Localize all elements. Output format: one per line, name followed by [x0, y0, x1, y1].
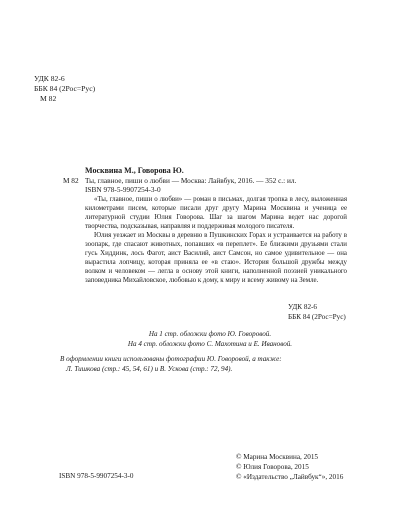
- udk-code: УДК 82-6: [34, 74, 65, 83]
- bbk-code: ББК 84 (2Рос=Рус): [34, 84, 96, 93]
- classification-block: [34, 74, 95, 104]
- udk-code: УДК 82-6: [288, 303, 318, 311]
- author-mark: М 82: [40, 94, 57, 103]
- bibliographic-record: [63, 166, 355, 195]
- record-author: Москвина М., Говорова Ю.: [85, 166, 184, 175]
- classification-block-repeat: [288, 302, 346, 322]
- photo-credits: [60, 330, 360, 374]
- copyright-line: © Марина Москвина, 2015: [236, 453, 319, 461]
- copyright-block: [236, 452, 343, 482]
- cover-back-credit: На 4 стр. обложки фото С. Махотина и Е. Ивановой.: [127, 339, 293, 348]
- photos-intro: В оформлении книги использованы фотографии Ю. Говоровой, а также:: [60, 355, 282, 364]
- footer-isbn: ISBN 978-5-9907254-3-0: [59, 472, 134, 480]
- record-isbn: ISBN 978-5-9907254-3-0: [85, 185, 161, 195]
- record-mark: М 82: [63, 175, 79, 185]
- bbk-code: ББК 84 (2Рос=Рус): [288, 313, 346, 321]
- photos-list: Л. Тишкова (стр.: 45, 54, 61) и В. Ускова (стр.: 72, 94).: [66, 364, 233, 373]
- record-title: Ты, главное, пиши о любви — Москва: Лайвбук, 2016. — 352 с.: ил.: [85, 175, 297, 185]
- annotation-paragraph: «Ты, главное, пиши о любви» — роман в письмах, долгая тропка в лесу, выложенная километрами писем, которые писали друг другу Марина Москвина и ученица ее литературной студии Юлия Говорова. Шаг за шагом Марина ведет нас дорогой творчества, подсказывая, направляя и поддерживая молодого писателя.: [85, 196, 347, 231]
- cover-front-credit: На 1 стр. обложки фото Ю. Говоровой.: [148, 330, 272, 338]
- annotation: [85, 195, 347, 285]
- copyright-line: © Юлия Говорова, 2015: [236, 463, 309, 471]
- annotation-paragraph: Юлия уезжает из Москвы в деревню в Пушкинских Горах и устраивается на работу в зоопарк, где спасают животных, попавших «в переплет». Ее близкими друзьями стали гусь Хиддинк, лось Фагот, аист Василий, аист Самсон, но самое удивительное — она вырастила лопчицу, которая приняла ее «в стаю». История большой дружбы между волком и человеком — легла в основу этой книги, наполненной поэзией уникального заповедника Михайловское, любовью к дому, к миру и всему живому на Земле.: [85, 232, 347, 285]
- copyright-line: © «Издательство „Лайвбук“», 2016: [236, 473, 344, 481]
